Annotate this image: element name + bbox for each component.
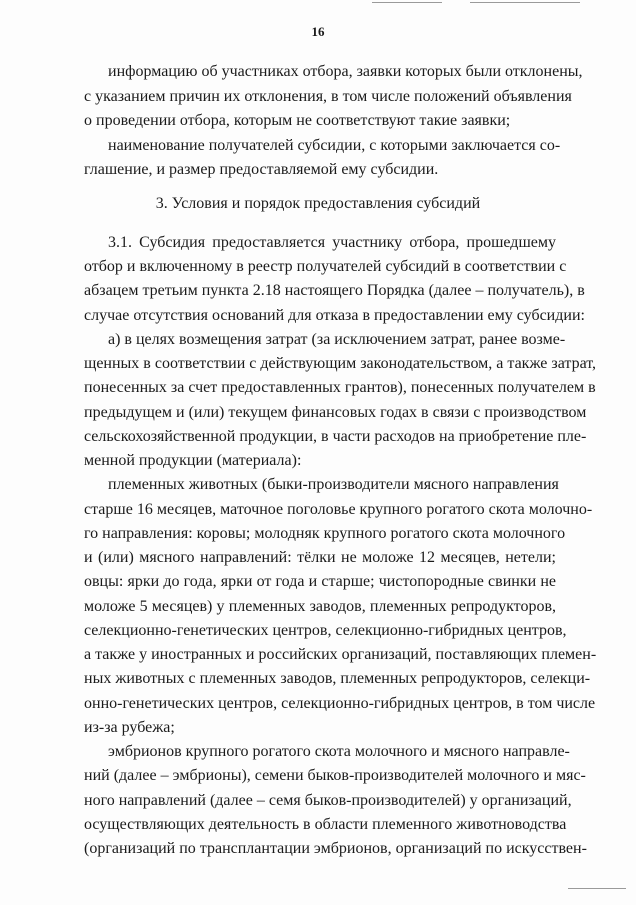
page-number: 16 bbox=[311, 24, 325, 39]
text-line: и (или) мясного направлений: тёлки не моложе 12 месяцев, нетели; bbox=[84, 549, 556, 566]
text-line: селекционно-генетических центров, селекционно-гибридных центров, bbox=[84, 622, 567, 639]
text-line: о проведении отбора, которым не соответствуют такие заявки; bbox=[84, 112, 511, 129]
text-line: отбор и включенному в реестр получателей субсидий в соответствии с bbox=[84, 258, 567, 275]
text-line: го направления: коровы; молодняк крупного рогатого скота молочного bbox=[84, 525, 566, 542]
text-line: а также у иностранных и российских организаций, поставляющих племен- bbox=[84, 646, 597, 663]
text-line: щенных в соответствии с действующим законодательством, а также затрат, bbox=[84, 355, 597, 372]
text-line: глашение, и размер предоставляемой ему субсидии. bbox=[84, 161, 439, 178]
text-line: наименование получателей субсидии, с которыми заключается со- bbox=[108, 137, 561, 154]
text-line: понесенных за счет предоставленных грантов), понесенных получателем в bbox=[84, 379, 596, 396]
section-heading: 3. Условия и порядок предоставления субсидий bbox=[155, 195, 481, 212]
text-line: а) в целях возмещения затрат (за исключением затрат, ранее возме- bbox=[108, 331, 566, 348]
text-line: абзацем третьим пункта 2.18 настоящего Порядка (далее – получатель), в bbox=[84, 282, 585, 299]
scan-artifact bbox=[372, 2, 442, 3]
text-line: онно-генетических центров, селекционно-гибридных центров, в том числе bbox=[84, 695, 596, 712]
text-line: менной продукции (материала): bbox=[84, 452, 302, 469]
text-line: овцы: ярки до года, ярки от года и старше; чистопородные свинки не bbox=[84, 573, 556, 590]
text-line: старше 16 месяцев, маточное поголовье крупного рогатого скота молочно- bbox=[84, 501, 593, 518]
text-line: племенных животных (быки-производители мясного направления bbox=[108, 476, 559, 493]
text-line: сельскохозяйственной продукции, в части расходов на приобретение пле- bbox=[84, 428, 587, 445]
text-line: из-за рубежа; bbox=[84, 719, 175, 736]
scan-artifact bbox=[470, 2, 580, 3]
text-line: ний (далее – эмбрионы), семени быков-производителей молочного и мяс- bbox=[84, 767, 586, 784]
text-line: случае отсутствия оснований для отказа в предоставлении ему субсидии: bbox=[84, 307, 585, 324]
text-line: предыдущем и (или) текущем финансовых годах в связи с производством bbox=[84, 404, 587, 421]
text-line: эмбрионов крупного рогатого скота молочного и мясного направле- bbox=[108, 743, 570, 760]
text-line: (организаций по трансплантации эмбрионов, организаций по искусствен- bbox=[84, 840, 587, 857]
text-line: с указанием причин их отклонения, в том числе положений объявления bbox=[84, 88, 572, 105]
scan-artifact bbox=[568, 888, 626, 889]
text-line: моложе 5 месяцев) у племенных заводов, племенных репродукторов, bbox=[84, 598, 556, 615]
text-line: информацию об участниках отбора, заявки которых были отклонены, bbox=[108, 63, 583, 80]
text-line: ных животных с племенных заводов, племенных репродукторов, селекци- bbox=[84, 670, 591, 687]
text-line: 3.1. Субсидия предоставляется участнику отбора, прошедшему bbox=[108, 234, 556, 251]
text-line: ного направлений (далее – семя быков-производителей) у организаций, bbox=[84, 792, 572, 809]
text-line: осуществляющих деятельность в области племенного животноводства bbox=[84, 816, 567, 833]
